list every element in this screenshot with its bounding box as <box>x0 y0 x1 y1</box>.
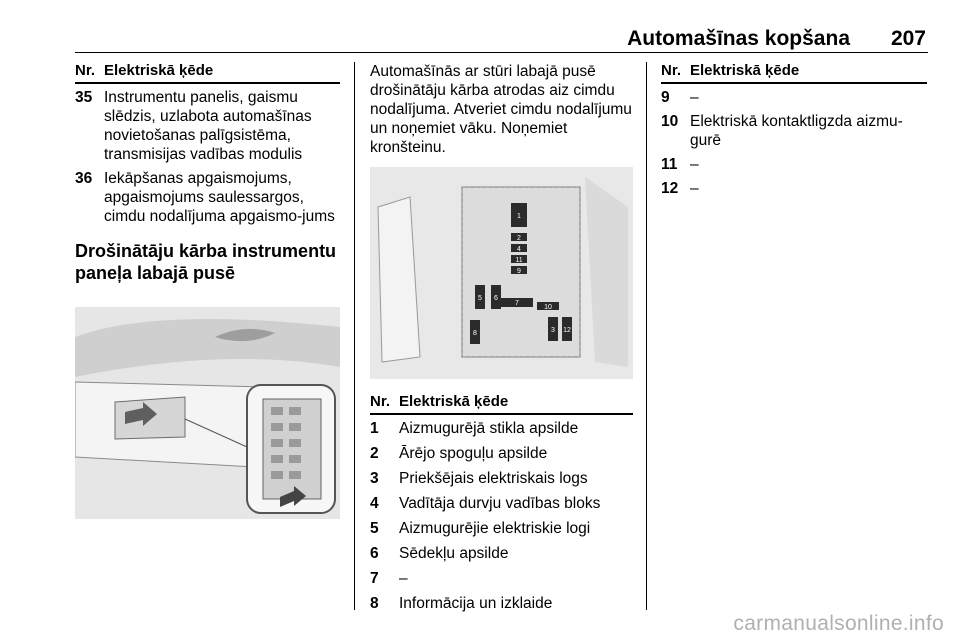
table-row <box>370 519 633 538</box>
fuse-label: 3 <box>551 327 555 334</box>
nr-header: Nr. <box>661 62 682 79</box>
table-row <box>370 419 633 438</box>
circuit-description: – <box>690 156 699 173</box>
fuse-number: 1 <box>370 420 379 437</box>
fuse-number: 6 <box>370 545 379 562</box>
fuse-number: 7 <box>370 570 379 587</box>
circuit-description: Informācija un izklaide <box>399 595 553 612</box>
fuse-label: 8 <box>473 330 477 337</box>
circuit-header: Elektriskā ķēde <box>104 62 214 79</box>
circuit-description: Vadītāja durvju vadības bloks <box>399 495 601 512</box>
table-row <box>370 469 633 488</box>
fuse-number: 9 <box>661 89 670 106</box>
table-row <box>75 88 340 164</box>
fuse-number: 10 <box>661 113 679 130</box>
table-row <box>75 169 340 226</box>
table-row <box>370 444 633 463</box>
page-header <box>75 22 928 53</box>
table-row <box>661 155 927 174</box>
column-middle <box>370 62 633 619</box>
circuit-description: Sēdekļu apsilde <box>399 545 509 562</box>
fuse-number: 5 <box>370 520 379 537</box>
circuit-description: Ārējo spoguļu apsilde <box>399 445 548 462</box>
glovebox-fusebox-illustration <box>75 307 340 519</box>
fuse-label: 11 <box>515 257 523 264</box>
table-header <box>661 62 927 84</box>
section-heading: Drošinātāju kārba instrumentu paneļa labajā pusē <box>75 241 337 283</box>
fuse-label: 4 <box>517 246 521 253</box>
circuit-description: – <box>399 570 408 587</box>
fuse-label: 9 <box>517 268 521 275</box>
fuse-number: 36 <box>75 170 93 187</box>
fuse-number: 35 <box>75 89 93 106</box>
fuse-label: 1 <box>517 213 521 220</box>
circuit-description: Priekšējais elektriskais logs <box>399 470 588 487</box>
column-divider <box>354 62 355 610</box>
fuse-number: 12 <box>661 180 679 197</box>
dashboard-illustration <box>75 307 340 519</box>
fuse-label: 12 <box>563 327 571 334</box>
fusebox-diagram <box>370 167 633 379</box>
watermark-text: carmanualsonline.info <box>733 612 944 635</box>
circuit-description: Elektriskā kontaktligzda aizmu-gurē <box>690 113 903 149</box>
table-row <box>661 88 927 107</box>
fuse-label: 5 <box>478 295 482 302</box>
table-row <box>370 594 633 613</box>
circuit-header: Elektriskā ķēde <box>690 62 800 79</box>
fuse-number: 3 <box>370 470 379 487</box>
table-header <box>75 62 340 84</box>
fuse-number: 2 <box>370 445 379 462</box>
table-header <box>370 393 633 415</box>
instruction-paragraph: Automašīnās ar stūri labajā pusē drošinātāju kārba atrodas aiz cimdu nodalījuma. Atveriet cimdu nodalījumu un noņemiet vāku. Noņemiet kronšteinu. <box>370 63 632 156</box>
circuit-description: – <box>690 180 699 197</box>
page-number: 207 <box>890 27 926 50</box>
circuit-description: Aizmugurējie elektriskie logi <box>399 520 591 537</box>
fuse-label: 10 <box>544 304 552 311</box>
circuit-description: Aizmugurējā stikla apsilde <box>399 420 579 437</box>
circuit-description: Iekāpšanas apgaismojums, apgaismojums saulessargos, cimdu nodalījuma apgaismo-jums <box>104 170 335 225</box>
fuse-label: 2 <box>517 235 521 242</box>
table-row <box>661 179 927 198</box>
fuse-label: 7 <box>515 300 519 307</box>
nr-header: Nr. <box>75 62 96 79</box>
fuse-label: 6 <box>494 295 498 302</box>
fuse-number: 8 <box>370 595 379 612</box>
nr-header: Nr. <box>370 393 391 410</box>
table-row <box>370 569 633 588</box>
table-row <box>370 544 633 563</box>
column-left <box>75 62 340 284</box>
fusebox-illustration <box>370 167 633 379</box>
circuit-description: – <box>690 89 699 106</box>
section-title: Automašīnas kopšana <box>627 27 850 50</box>
circuit-header: Elektriskā ķēde <box>399 393 509 410</box>
fuse-number: 11 <box>661 156 678 173</box>
column-right <box>661 62 927 203</box>
circuit-description: Instrumentu panelis, gaismu slēdzis, uzlabota automašīnas novietošanas palīgsistēma, transmisijas vadības modulis <box>104 89 312 163</box>
column-divider <box>646 62 647 610</box>
table-row <box>370 494 633 513</box>
fuse-number: 4 <box>370 495 379 512</box>
table-row <box>661 112 927 150</box>
